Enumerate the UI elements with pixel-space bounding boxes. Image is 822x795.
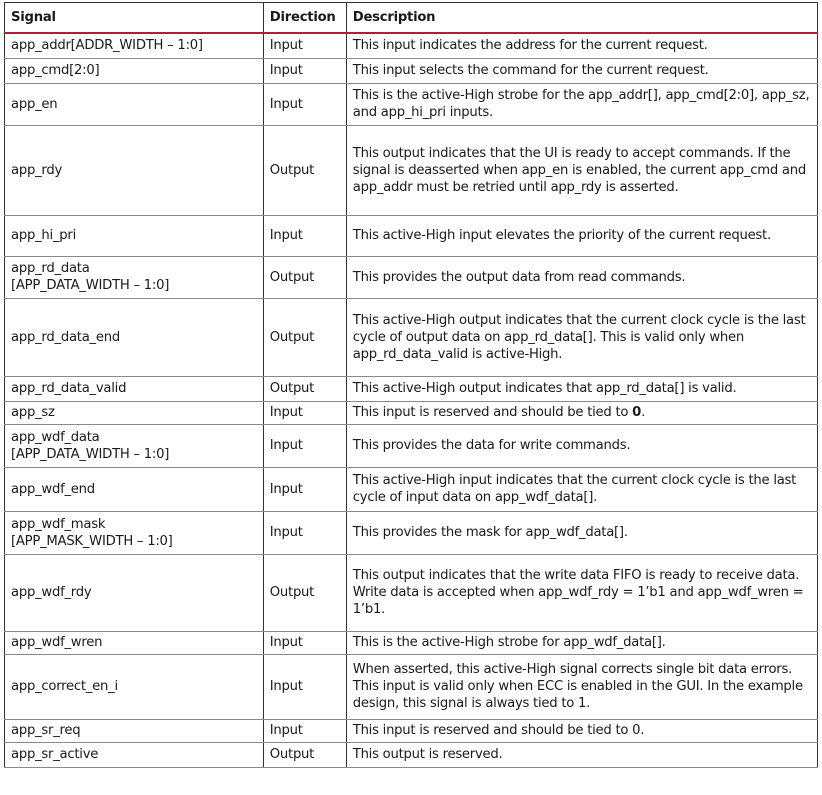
signal-cell	[5, 401, 264, 424]
description-tail: .	[641, 405, 646, 420]
table-row	[5, 215, 818, 256]
direction-cell: Output	[263, 298, 346, 376]
description-cell	[346, 58, 817, 83]
signal-name: app_rd_data_valid	[11, 381, 127, 396]
description-text: This input selects the command for the current request.	[352, 63, 709, 78]
table-row	[5, 719, 818, 742]
signal-cell	[5, 742, 264, 767]
direction-cell: Output	[263, 742, 346, 767]
table-row	[5, 256, 818, 298]
description-text: This output indicates that the UI is ready to accept commands. If the signal is deasserted when app_en is enabled, the current app_cmd and app_addr must be retried until app_rdy is asserted.	[352, 145, 806, 195]
header-signal: Signal	[5, 3, 264, 34]
description-text: This active-High input elevates the priority of the current request.	[352, 228, 771, 243]
description-text: This input is reserved and should be tied to 0.	[352, 723, 645, 738]
description-cell	[346, 631, 817, 654]
description-cell	[346, 554, 817, 631]
signal-cell	[5, 256, 264, 298]
direction-cell: Output	[263, 256, 346, 298]
description-text: This output indicates that the write data FIFO is ready to receive data. Write data is accepted when app_wdf_rdy = 1’b1 and app_wdf_wren = 1’b1.	[352, 568, 804, 617]
description-cell	[346, 467, 817, 511]
table-row	[5, 58, 818, 83]
signal-name: app_rd_data	[11, 261, 90, 276]
direction-cell: Input	[263, 58, 346, 83]
signal-cell	[5, 654, 264, 719]
direction-cell: Output	[263, 554, 346, 631]
table-row	[5, 511, 818, 554]
signal-name: app_wdf_end	[11, 481, 95, 497]
description-text: When asserted, this active-High signal corrects single bit data errors. This input is valid only when ECC is enabled in the GUI. In the example design, this signal is always tied to 1.	[352, 662, 803, 711]
table-row	[5, 298, 818, 376]
description-text: This is the active-High strobe for the app_addr[], app_cmd[2:0], app_sz, and app_hi_pri inputs.	[352, 88, 810, 120]
signal-name: [APP_DATA_WIDTH – 1:0]	[11, 446, 170, 462]
signal-name: app_wdf_rdy	[11, 585, 92, 600]
header-row	[5, 3, 818, 34]
description-text: This is the active-High strobe for app_wdf_data[].	[352, 635, 666, 650]
table-row	[5, 376, 818, 401]
signal-name: app_addr[ADDR_WIDTH – 1:0]	[11, 38, 203, 54]
direction-cell: Input	[263, 83, 346, 125]
signal-name: app_rdy	[11, 162, 63, 178]
signal-name: app_cmd[2:0]	[11, 63, 100, 78]
description-cell	[346, 376, 817, 401]
signal-cell	[5, 125, 264, 215]
description-bold-value: 0	[632, 405, 642, 420]
description-text: This active-High output indicates that the current clock cycle is the last cycle of output data on app_rd_data[]. This is valid only when app_rd_data_valid is active-High.	[352, 312, 806, 362]
signal-name: [APP_MASK_WIDTH – 1:0]	[11, 533, 173, 549]
direction-cell: Input	[263, 719, 346, 742]
direction-cell: Input	[263, 511, 346, 554]
description-cell	[346, 511, 817, 554]
description-cell	[346, 83, 817, 125]
signal-name: app_correct_en_i	[11, 679, 118, 694]
table-row	[5, 467, 818, 511]
description-cell	[346, 742, 817, 767]
description-text: This provides the data for write commands.	[352, 438, 631, 453]
signal-name: app_wdf_data	[11, 429, 100, 445]
direction-cell: Input	[263, 467, 346, 511]
signal-cell	[5, 58, 264, 83]
direction-cell: Input	[263, 654, 346, 719]
signal-cell	[5, 298, 264, 376]
description-cell	[346, 33, 817, 58]
signal-name: app_sr_req	[11, 723, 81, 738]
signal-cell	[5, 719, 264, 742]
direction-cell: Input	[263, 631, 346, 654]
description-cell	[346, 424, 817, 467]
signal-name: [APP_DATA_WIDTH – 1:0]	[11, 278, 170, 293]
signal-cell	[5, 554, 264, 631]
signal-name: app_rd_data_end	[11, 329, 120, 345]
signal-cell	[5, 424, 264, 467]
description-text: This input is reserved and should be tied to	[352, 405, 633, 420]
description-cell	[346, 401, 817, 424]
signal-cell	[5, 467, 264, 511]
signal-name: app_wdf_mask	[11, 516, 106, 532]
description-text: This provides the mask for app_wdf_data[].	[352, 525, 628, 540]
signal-cell	[5, 376, 264, 401]
signal-name: app_sr_active	[11, 747, 99, 762]
header-description: Description	[346, 3, 817, 34]
description-text: This active-High input indicates that the current clock cycle is the last cycle of input data on app_wdf_data[].	[352, 473, 797, 505]
table-row	[5, 83, 818, 125]
signal-cell	[5, 215, 264, 256]
table-row	[5, 424, 818, 467]
signal-cell	[5, 511, 264, 554]
description-cell	[346, 125, 817, 215]
table-row	[5, 125, 818, 215]
table-row	[5, 742, 818, 767]
signal-name: app_wdf_wren	[11, 635, 103, 650]
description-text: This provides the output data from read commands.	[352, 269, 686, 285]
table-row	[5, 401, 818, 424]
signal-name: app_hi_pri	[11, 228, 76, 243]
description-text: This active-High output indicates that app_rd_data[] is valid.	[352, 381, 737, 396]
table-row	[5, 33, 818, 58]
signal-name: app_en	[11, 96, 58, 112]
signal-table	[4, 2, 818, 768]
description-cell	[346, 654, 817, 719]
signal-cell	[5, 83, 264, 125]
direction-cell: Output	[263, 125, 346, 215]
table-row	[5, 554, 818, 631]
description-cell	[346, 298, 817, 376]
table-row	[5, 631, 818, 654]
description-text: This input indicates the address for the current request.	[352, 38, 708, 54]
description-text: This output is reserved.	[352, 747, 503, 762]
signal-name: app_sz	[11, 405, 55, 420]
signal-cell	[5, 631, 264, 654]
description-cell	[346, 215, 817, 256]
direction-cell: Input	[263, 424, 346, 467]
table-row	[5, 654, 818, 719]
header-direction: Direction	[263, 3, 346, 34]
direction-cell: Input	[263, 215, 346, 256]
direction-cell: Output	[263, 376, 346, 401]
direction-cell: Input	[263, 401, 346, 424]
signal-cell	[5, 33, 264, 58]
description-cell	[346, 719, 817, 742]
description-cell	[346, 256, 817, 298]
direction-cell: Input	[263, 33, 346, 58]
